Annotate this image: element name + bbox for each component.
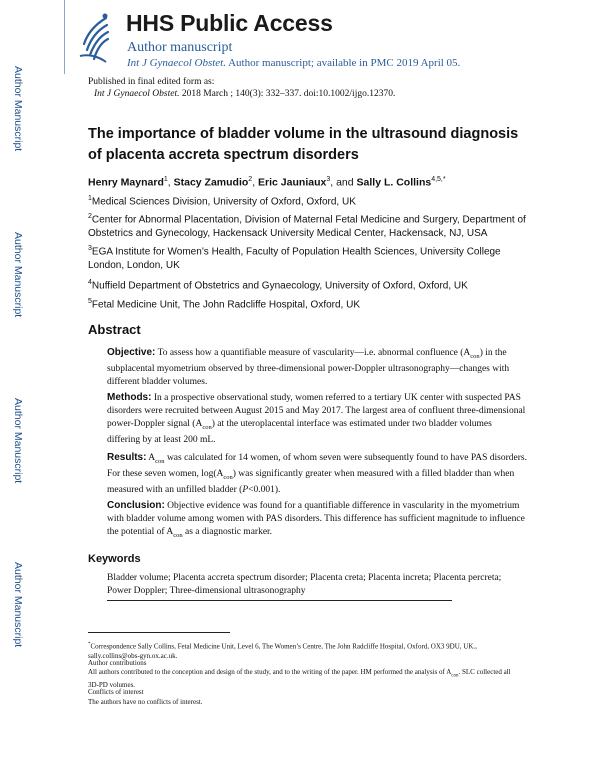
paper-title: The importance of bladder volume in the ultrasound diagnosis of placenta accreta spectrum disorders — [88, 126, 519, 163]
author-name: Sally L. Collins — [356, 176, 432, 189]
header-availability — [127, 57, 460, 69]
conclusion-label: Conclusion: — [107, 500, 165, 511]
author-name: Stacy Zamudio — [173, 176, 249, 189]
author-affil-ref: 4,5,* — [431, 176, 446, 183]
header-availability-text: Author manuscript; available in PMC 2019 April 05. — [225, 57, 461, 69]
methods-label: Methods: — [107, 392, 152, 403]
conclusion-text: as a diagnostic marker. — [182, 527, 273, 537]
objective-text: To assess how a quantifiable measure of vascularity—i.e. abnormal confluence (A — [155, 348, 471, 358]
abstract-objective — [107, 346, 527, 389]
results-text: A — [146, 453, 156, 463]
author-name: Henry Maynard — [88, 176, 164, 189]
keywords-text: Bladder volume; Placenta accreta spectrum disorder; Placenta creta; Placenta increta; Placenta percreta; Power Doppler; Three-dimensional ultrasonography — [107, 573, 502, 596]
keywords-divider — [107, 600, 452, 601]
affiliation-text: Fetal Medicine Unit, The John Radcliffe Hospital, Oxford, UK — [91, 299, 360, 311]
published-citation-text: 2018 March ; 140(3): 332–337. doi:10.1002/ijgo.12370. — [179, 89, 396, 99]
header-title: HHS Public Access — [126, 10, 333, 36]
abstract-results — [107, 451, 527, 497]
results-text: <0.001). — [248, 484, 281, 495]
published-label: Published in final edited form as: — [88, 77, 215, 87]
results-label: Results: — [107, 452, 147, 463]
affiliation-text: EGA Institute for Women’s Health, Faculty of Population Health Sciences, University College London, London, UK — [88, 246, 501, 272]
subscript: con — [223, 473, 233, 481]
keywords-heading: Keywords — [88, 553, 141, 565]
affiliation-number: 4 — [88, 279, 92, 286]
coi-text: The authors have no conflicts of interest. — [88, 698, 203, 706]
affiliation — [88, 242, 528, 273]
affiliation-text: Medical Sciences Division, University of Oxford, Oxford, UK — [91, 196, 356, 208]
hhs-eagle-logo-icon — [76, 10, 112, 66]
author-separator: , and — [330, 176, 357, 189]
author-list — [88, 176, 446, 189]
abstract-heading: Abstract — [88, 322, 141, 337]
author-affil-ref: 3 — [326, 176, 331, 183]
objective-label: Objective: — [107, 347, 156, 358]
header-subtitle: Author manuscript — [127, 40, 233, 55]
author-name: Eric Jauniaux — [258, 176, 327, 189]
subscript: con — [155, 457, 165, 465]
affiliation-number: 2 — [88, 213, 92, 220]
methods-text: ) at the uteroplacental interface was estimated under two bladder volumes differing by at least 200 mL. — [107, 419, 492, 445]
header-journal: Int J Gynaecol Obstet. — [127, 57, 226, 69]
author-affil-ref: 2 — [248, 176, 253, 183]
affiliation-text: Center for Abnormal Placentation, Division of Maternal Fetal Medicine and Surgery, Department of Obstetrics and Gynecology, Hackensack University Medical Center, Hackensack, NJ, USA — [88, 214, 526, 240]
affiliation — [88, 192, 528, 209]
affiliation-number: 5 — [88, 298, 92, 305]
published-journal: Int J Gynaecol Obstet. — [94, 89, 180, 99]
subscript: con — [470, 352, 480, 360]
contributions-text-part: . SLC collected all 3D-PD volumes. — [88, 668, 511, 689]
affiliation — [88, 210, 528, 241]
contributions-text-part: All authors contributed to the conception and design of the study, and to the writing of the paper. HM performed the analysis of A — [88, 668, 452, 676]
abstract-methods — [107, 391, 527, 447]
affiliation — [88, 295, 528, 312]
objective-text: ) in the subplacental myometrium observed by three-dimensional power-Doppler ultrasonography—changes with different bladder volumes. — [107, 348, 510, 387]
author-separator: , — [252, 176, 259, 189]
side-label: Author Manuscript — [12, 562, 24, 648]
results-text: ) was significantly greater when measured with a filled bladder than when measured with an unfilled bladder ( — [107, 468, 515, 495]
abstract-conclusion — [107, 499, 527, 542]
affiliation — [88, 276, 528, 293]
correspondence-text: Correspondence Sally Collins, Fetal Medicine Unit, Level 6, The Women’s Centre, The John Radcliffe Hospital, Oxford, OX3 9DU, UK., sally.collins@obs-gyn.ox.ac.uk. — [88, 642, 477, 660]
side-label: Author Manuscript — [12, 66, 24, 152]
methods-text: In a prospective observational study, women referred to a tertiary UK center with suspected PAS disorders were recruited between August 2015 and May 2017. The largest area of confluent three-dimensional power-Doppler signal (A — [107, 393, 526, 429]
author-affil-ref: 1 — [163, 176, 168, 183]
conclusion-text: Objective evidence was found for a quantifiable difference in vascularity in the myometrium with bladder volume among women with PAS disorders. This difference has sufficient magnitude to influence the potential of A — [107, 501, 525, 537]
p-value-symbol: P — [242, 484, 249, 495]
contributions-heading: Author contributions — [88, 659, 147, 667]
side-label: Author Manuscript — [12, 232, 24, 318]
affiliation-text: Nuffield Department of Obstetrics and Gynaecology, University of Oxford, Oxford, UK — [91, 280, 468, 292]
results-text: was calculated for 14 women, of whom seven were subsequently found to have PAS disorders. For these seven women, log(A — [107, 453, 527, 479]
footnote-divider — [88, 632, 230, 633]
subscript: con — [173, 531, 183, 539]
subscript: con — [451, 673, 459, 679]
author-separator: , — [167, 176, 174, 189]
published-citation — [94, 89, 395, 99]
header-divider — [64, 0, 65, 74]
footnote-marker: * — [88, 642, 91, 647]
affiliation-number: 3 — [88, 245, 92, 252]
coi-heading: Conflicts of interest — [88, 688, 144, 696]
side-label: Author Manuscript — [12, 398, 24, 484]
subscript: con — [202, 423, 212, 431]
affiliation-number: 1 — [88, 195, 92, 202]
